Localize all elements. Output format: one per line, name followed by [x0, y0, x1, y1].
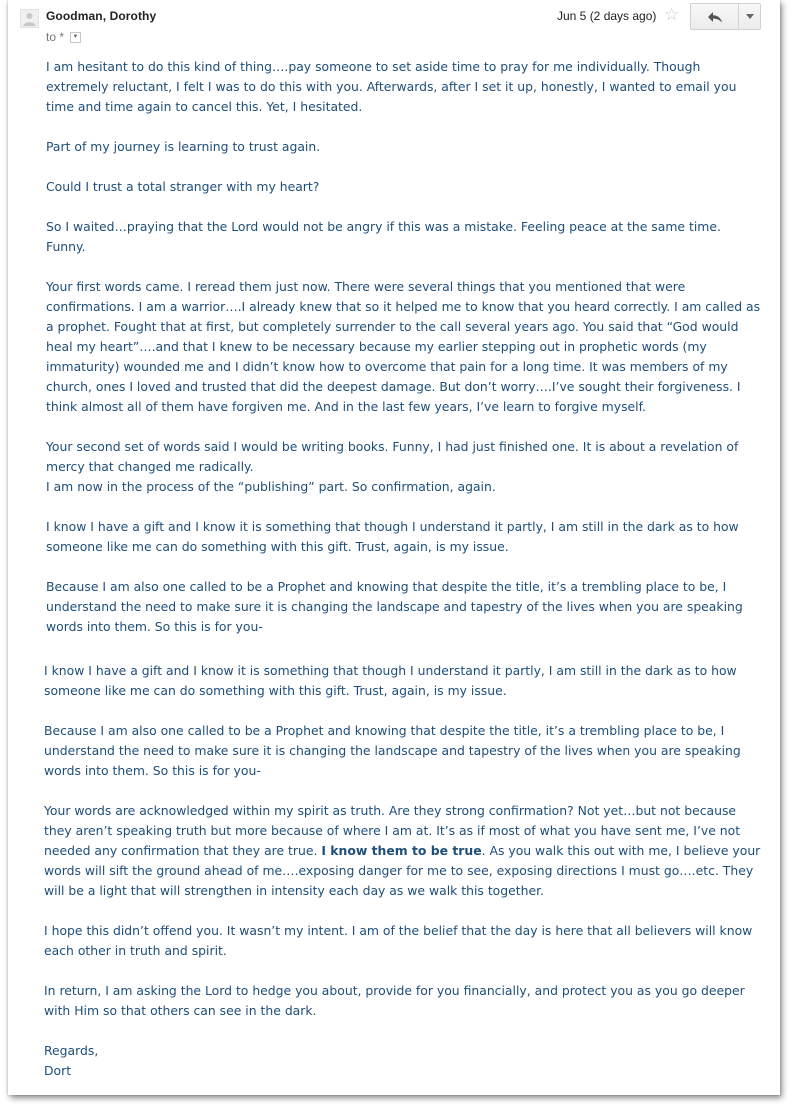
bold-emphasis: I know them to be true — [321, 843, 482, 858]
body-paragraph: Your first words came. I reread them just now. There were several things that you mentioned that were confirmations. I am a warrior….I already knew that so it helped me to know that you heard correctly. I am called as a prophet. Fought that at first, but completely surrender to the call several years ago. You said that “God would heal my heart”….and that I knew to be necessary because my earlier stepping out in prophetic words (my immaturity) wounded me and I didn’t know how to overcome that pain for a long time. It was members of my church, ones I loved and trusted that did the deepest damage. But don’t worry….I’ve sought their forgiveness. I think almost all of them have forgiven me. And in the last few years, I’ve learn to forgive myself. — [46, 279, 761, 414]
dropdown-caret-icon — [746, 14, 754, 19]
recipient-details-toggle[interactable] — [70, 32, 81, 43]
body-paragraph: I am hesitant to do this kind of thing….pay someone to set aside time to pray for me individually. Though extremely reluctant, I felt I was to do this with you. Afterwards, after I set it up, honestly, I wanted to email you time and time again to cancel this. Yet, I hesitated. — [46, 59, 737, 114]
person-silhouette-icon — [21, 10, 38, 27]
signature: Dort — [44, 1063, 72, 1078]
reply-button[interactable] — [690, 3, 739, 30]
email-message — [8, 0, 780, 1095]
sender-avatar[interactable] — [20, 9, 39, 28]
closing-line: Regards, — [44, 1043, 99, 1058]
body-paragraph: Because I am also one called to be a Prophet and knowing that despite the title, it’s a trembling place to be, I understand the need to make sure it is changing the landscape and tapestry of the lives when you are speaking words into them. So this is for you- — [44, 723, 741, 778]
body-paragraph: Your second set of words said I would be writing books. Funny, I had just finished one. It is about a revelation of mercy that changed me radically. — [46, 439, 739, 474]
message-date[interactable]: Jun 5 (2 days ago) — [557, 9, 657, 23]
body-paragraph: Because I am also one called to be a Prophet and knowing that despite the title, it’s a trembling place to be, I understand the need to make sure it is changing the landscape and tapestry of the lives when you are speaking words into them. So this is for you- — [46, 579, 743, 634]
message-body — [46, 57, 762, 1081]
sender-name[interactable]: Goodman, Dorothy — [46, 9, 157, 23]
body-text-segment: . As you walk this out with me, I believe your words will sift the ground ahead of me….exposing danger for me to see, exposing directions I must go….etc. They will be a light that will strengthen in intensity each day as we walk this together. — [44, 843, 761, 898]
body-paragraph: So I waited…praying that the Lord would not be angry if this was a mistake. Feeling peace at the same time. Funny. — [46, 219, 721, 254]
body-paragraph: Part of my journey is learning to trust again. — [46, 139, 321, 154]
reply-button-group — [690, 3, 761, 30]
body-paragraph: I hope this didn’t offend you. It wasn’t my intent. I am of the belief that the day is here that all believers will know each other in truth and spirit. — [44, 923, 753, 958]
body-paragraph: I know I have a gift and I know it is something that though I understand it partly, I am still in the dark as to how someone like me can do something with this gift. Trust, again, is my issue. — [46, 519, 739, 554]
body-paragraph: I know I have a gift and I know it is something that though I understand it partly, I am still in the dark as to how someone like me can do something with this gift. Trust, again, is my issue. — [44, 663, 737, 698]
body-text-segment: Your words are acknowledged within my spirit as truth. Are they strong confirmation? Not yet…but not because they aren’t speaking truth but more because of where I am at. It’s as if most of what you have sent me, I’ve not needed any confirmation that they are true. — [44, 803, 741, 858]
recipient-line — [46, 30, 81, 44]
body-paragraph — [44, 801, 762, 901]
recipient-label: to * — [46, 30, 65, 44]
reply-arrow-icon — [707, 11, 723, 23]
body-paragraph: Could I trust a total stranger with my heart? — [46, 179, 320, 194]
more-options-button[interactable] — [739, 3, 761, 30]
chevron-down-icon: ▼ — [72, 34, 79, 40]
body-paragraph: I am now in the process of the “publishing” part. So confirmation, again. — [46, 479, 496, 494]
star-icon[interactable]: ☆ — [664, 5, 680, 25]
body-paragraph: In return, I am asking the Lord to hedge you about, provide for you financially, and protect you as you go deeper with Him so that others can see in the dark. — [44, 983, 745, 1018]
